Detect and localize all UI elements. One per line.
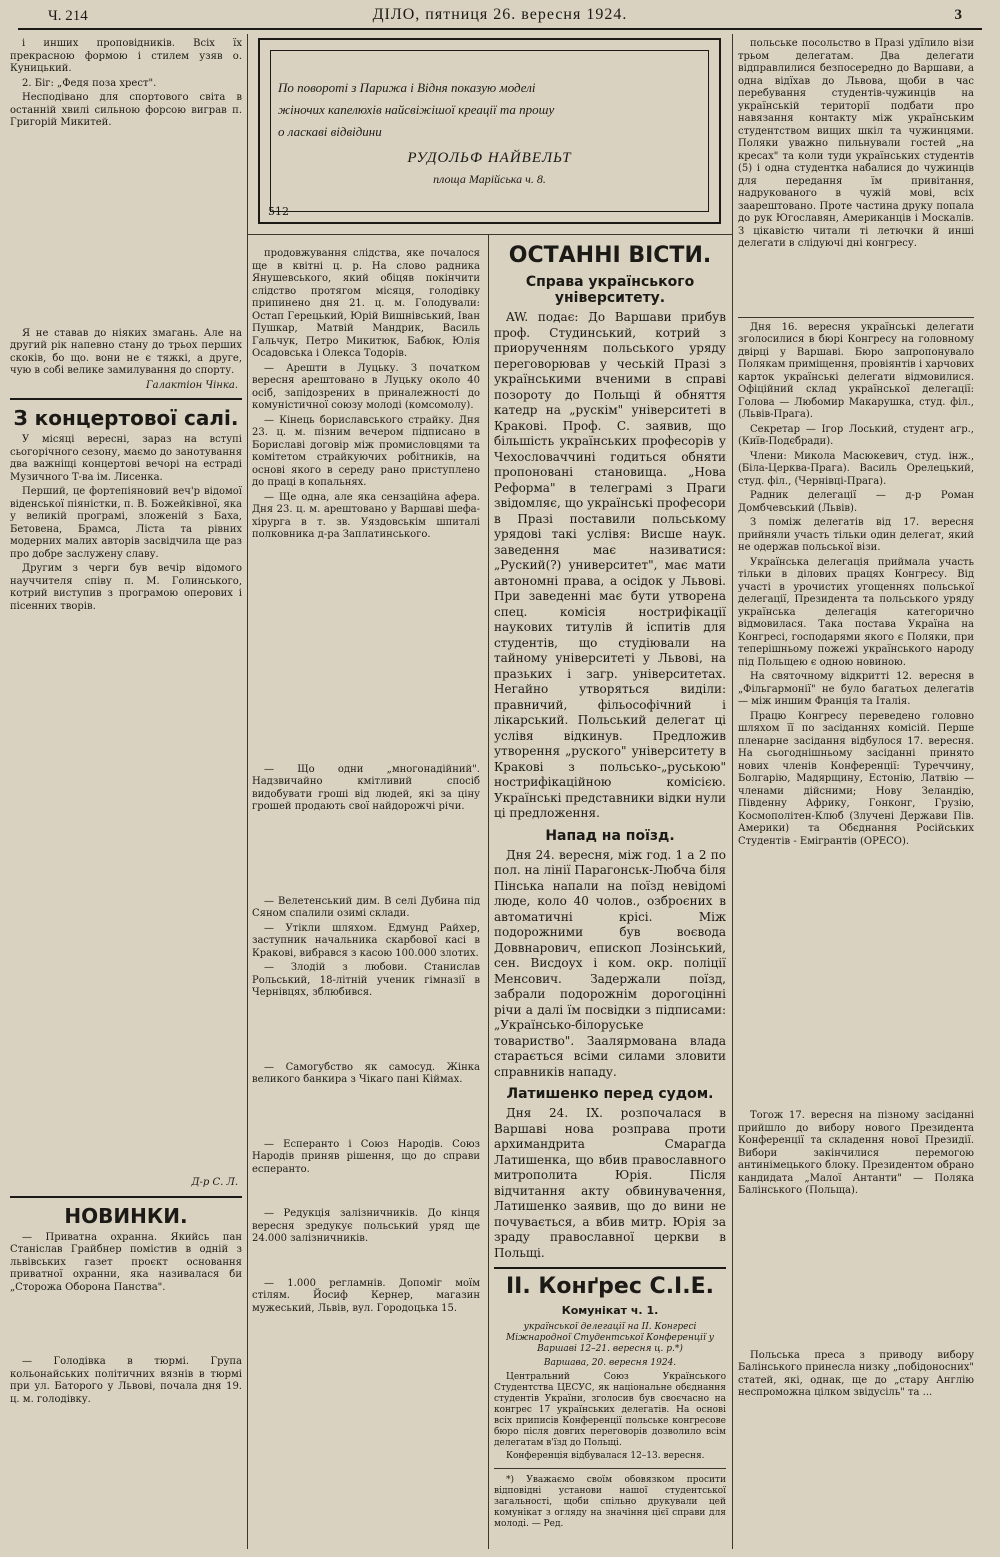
col2-p6: — Велетенський дим. В селі Дубина під Сяном спалили озимі склади.: [252, 895, 480, 919]
ad-name: РУДОЛЬФ НАЙВЕЛЬТ: [407, 150, 572, 166]
column-2: [252, 248, 480, 1548]
col2-p3: — Кінець бориславського страйку. Дня 23. ц. м. пізним вечером підписано в Бориславі договір між промисловцями та комітетом страйкуючих робітників, на основі якого в середу рано приступлено до праці в копальнях.: [252, 414, 480, 488]
concert-p2: Перший, це фортепіяновий веч'р відомої віденської піяністки, п. В. Божейківної, яка у великій програмі, зложеній з Баха, Бетовена, Брамса, Ліста та рівних модерних малих авторів засвідчила ще раз про добре заслужену славу.: [10, 486, 242, 560]
novynky-p2: — Голодівка в тюрмі. Група кольонайських політичних вязнів в тюрмі при ул. Баторого у Львові, почала дня 19. ц. м. голодівку.: [10, 1356, 242, 1405]
column-4: [738, 38, 974, 1548]
congress-heading: II. Конґрес С.І.Е.: [506, 1274, 714, 1299]
novynky-p1: — Приватна охранна. Якийсь пан Станіслав Грайбнер помістив в одній з львівських газет проєкт основання приватної охранни, яка називалася би „Сторожа Оборона Панства".: [10, 1231, 242, 1293]
ad-line-1: По повороті з Парижа і Відня показую моделі: [278, 80, 536, 95]
col2-p12: — 1.000 регламнів. Допоміг моїм стілям. Йосиф Кернер, магазин мужеський, Львів, вул. Городоцька 15.: [252, 1277, 480, 1314]
masthead-title: ДІЛО, пятниця 26. вересня 1924.: [372, 6, 628, 23]
latyshenko-subheading: Латишенко перед судом.: [506, 1086, 714, 1102]
col4-p10: Польська преса з приводу вибору Балінського принесла низку „побідоносних" статей, які, однак, ще до „стару Англію неспроможна цілком звідусіль" та ...: [738, 1349, 974, 1398]
col4-p3: Члени: Микола Масюкевич, студ. інж., (Біла-Церква-Прага). Василь Орелецький, студ. філ., (Чернівці-Прага).: [738, 450, 974, 487]
col2-p8: — Злодій з любови. Станислав Рольський, 18-літній ученик гімназії в Чернівцях, зблюбився.: [252, 962, 480, 998]
col1-top1: і инших проповідників. Всіх їх прекрасною формою і стилем узяв о. Куницький.: [10, 38, 242, 74]
spacer: [738, 850, 974, 1110]
col1-top3: Несподівано для спортового світа в останній хвилі сильною форсою виграв п. Григорій Микитей.: [10, 92, 242, 128]
col4-p4: Радник делегації — д-р Роман Домбчевський (Львів).: [738, 490, 974, 514]
column-divider: [247, 34, 248, 1549]
col4-p8: Працю Конгресу переведено головно шляхом її по засіданнях комісій. Перше пленарне засідання відбулося 17. вересня. На сьогоднішньому засіданні принято нових членів Конференції: Туреччину, Болгарію, Мадярщину, Естонію, Латвію — членами дійсними; Нову Зеландію, Південну Африку, Гонконг, Грузію, Космополітен-Клюб (Злучені Держави Пів. Америки) та Обєднання Російських Студентів - Емігрантів (ОРЕСО).: [738, 710, 974, 847]
spacer: [738, 253, 974, 313]
hat-ad-box: [258, 38, 721, 224]
spacer: [252, 1178, 480, 1208]
train-attack-text: Дня 24. вересня, між год. 1 а 2 по пол. на лінії Парагонськ-Любча біля Пінська напали на поїзд невідомі люде, коло 40 чолов., озброєних в автоматичні крісі. Між подорожними був воєвода Доввнарович, епископ Лозінський, сен. Висдоух і ком. окр. поліції Менсович. Задержали поїзд, забрали подорожнім дорогоцінні річи а далі їм посвідки з підписами: „Українсько-білоруське товариство". Заалярмована влада старається всіми силами зловити справників нападу.: [494, 847, 726, 1079]
concert-heading: З концертової салі.: [13, 406, 239, 430]
concert-signature: Д-р С. Л.: [191, 1177, 238, 1188]
footnote: *) Уважаємо своїм обовязком просити відповідні установи нашої студентської загальності, щоби спільно друкували цей комунікат з огляду на значіння цієї справи для молоді. — Ред.: [494, 1474, 726, 1529]
col4-p9: Тогож 17. вересня на пізному засіданні прийшло до вибору нового Президента Конференції та складення нової Президії. Вибори закінчилися перемогою антинімецького блоку. Президентом обрано кандидата „Малої Антанти" — Поляка Балінського (Польща).: [738, 1110, 974, 1196]
congress-p1: Центральний Союз Українського Студентства ЦЕСУС, як національне обєднання студентів України, зголосив був своєчасно на конгрес 17 українських делегатів. На основі всіх приписів Конференції польське конгресове бюро після довгих переговорів дозволило всім делегатам в'їзд до Польщі.: [494, 1371, 726, 1448]
train-attack-subheading: Напад на поїзд.: [545, 827, 675, 844]
spacer: [252, 1248, 480, 1278]
col2-p11: — Редукція залізничників. До кінця вересня зредукує польський уряд ще 24.000 залізничників.: [252, 1208, 480, 1244]
spacer: [10, 1296, 242, 1356]
page-label: Ч. 214: [48, 8, 88, 24]
col2-p9: — Самогубство як самосуд. Жінка великого банкира з Чікаго пані Кіймах.: [252, 1061, 480, 1085]
communique-date: Варшава, 20. вересня 1924.: [543, 1357, 677, 1368]
novynky-heading: НОВИНКИ.: [64, 1203, 188, 1228]
section-rule: [10, 1196, 242, 1198]
spacer: [10, 615, 242, 1175]
page-number: 3: [954, 7, 962, 23]
col2-p5: — Що одни „многонадійний". Надзвичайно кмітливий спосіб видобувати гроші від людей, які за ціну грошей продають свої найдорожчі річи.: [252, 763, 480, 812]
spacer: [10, 132, 242, 328]
col2-p1: продовжування слідства, яке почалося ще в квітні ц. р. На слово радника Янушевського, який обіцяв покінчити слідство протягом місяця, голодівку припинено дня 21. ц. м. Голодували: Остап Герецький, Юрій Вишнівський, Іван Пушкар, Матвій Мандрик, Василь Гальчук, Петро Микитюк, Бабюк, Юлія Осадовська і Олекса Тодорів.: [252, 248, 480, 359]
spacer: [252, 816, 480, 896]
col4-p7: На святочному відкритті 12. вересня в „Фільгармонії" не було багатьох делегатів — між иншим Франція та Італія.: [738, 671, 974, 707]
masthead-rule: [18, 28, 982, 30]
congress-p2: Конференція відбувалася 12–13. вересня.: [506, 1450, 705, 1461]
col4-top: польське посольство в Празі удїлило візи трьом делегатам. Два делегати відправлилися безпосередно до Варшави, а одна відїхав до Львова, щоби в час перебування студентів-чужинців на українській території подбати про навязання контакту між українським студентством вищих шкіл та чужинцями. Поляки уважно пильнували гостей „на кресах" та коли туди українських студентів (5) і одна студентка набалися до чужинців для передання їм привітання, надрукованого в чужій мові, всіх заарештовано. Проте частина друку попала до рук Югославян, Американців і Москалів. З цікавістю читали ті летючки й инші делегати в слідуючі дні конгресу.: [738, 38, 974, 249]
col2-p2: — Арешти в Луцьку. З початком вересня арештовано в Луцьку около 40 осіб, запідозрених в приналежності до комуністичної союзу молоді (комсомолу).: [252, 362, 480, 411]
ad-line-3: о ласкаві відвідини: [278, 124, 382, 139]
section-rule: [10, 398, 242, 400]
col1-top2: 2. Біг: „Федя поза хрест".: [22, 77, 157, 89]
col4-p5: З поміж делегатів від 17. вересня прийняли участь тільки один делегат, який не одержав польської візи.: [738, 517, 974, 553]
section-rule: [738, 317, 974, 318]
col2-p7: — Утікли шляхом. Едмунд Райхер, заступник начальника скарбової касі в Кракові, вибрався з касою 100.000 злотих.: [252, 922, 480, 959]
chinka-text: Я не ставав до ніяких змагань. Але на другий рік напевно стану до трьох перших скоків, бо що. вони не є тяжкі, а друге, чую в собі велике замилування до спорту.: [10, 327, 242, 376]
column-1: [10, 38, 242, 1548]
column-divider: [732, 234, 733, 1549]
col4-p2: Секретар — Ігор Лоський, студент агр., (Київ-Подєбради).: [738, 423, 974, 447]
spacer: [738, 1200, 974, 1350]
concert-p1: У місяці вересні, зараз на вступі сьогорічного сезону, маємо до занотування два важніщі концертові вечорі на естраді Музичного Т-ва ім. Лисенка.: [10, 434, 242, 483]
column-3: [494, 240, 726, 1548]
spacer: [252, 1089, 480, 1139]
column-divider: [488, 234, 489, 1549]
col4-p6: Українська делегація приймала участь тільки в ділових працях Конгресу. Від участі в урочистих угощеннях польської делегації, Президента та польського уряду українська делегація категорично відмовилася. Така постава Україна на Конгресі, господарями якого є Поляки, при теперішньому пожежі українського народу під Польщею є одною новиною.: [738, 556, 974, 668]
ad-code: 512: [268, 205, 289, 218]
communique-intro: української делегації на II. Конгресі Міжнародної Студентської Конференції у Варшаві 12–21. вересня ц. р.*): [505, 1321, 714, 1354]
spacer: [252, 544, 480, 764]
university-subheading: Справа українського університету.: [525, 274, 695, 306]
masthead: [18, 6, 982, 28]
ad-address: площа Марійська ч. 8.: [433, 172, 546, 186]
communique-label: Комунікат ч. 1.: [561, 1304, 659, 1317]
concert-p3: Другим з черги був вечір відомого науччителя співу п. М. Голинського, котрий виступив з програмою оперових і пісенних творів.: [10, 563, 242, 612]
latyshenko-text: Дня 24. IX. розпочалася в Варшаві нова розправа проти архимандрита Смарагда Латишенка, що вбив православного митрополита Юрія. Після відчитання акту обвинувачення, Латишенко заявив, що до вини не почувається, а вбив митр. Юрія за зраду православної церкви в Польщі.: [494, 1106, 726, 1260]
ad-bottom-rule: [248, 234, 732, 235]
footnote-rule: [494, 1468, 726, 1469]
col4-p1: Дня 16. вересня українські делегати зголосилися в бюрі Конгресу на головному двірці у Варшаві. Бюро запропонувало Полякам приміщення, провіянтів і харчових карток українські делегати відмовилися. Офіційний склад української делегації: Голова — Любомир Макарушка, студ. філ., (Львів-Прага).: [738, 321, 974, 420]
section-rule: [494, 1267, 726, 1269]
col2-p10: — Есперанто і Союз Народів. Союз Народів приняв рішення, що до справи есперанто.: [252, 1138, 480, 1175]
spacer: [252, 1002, 480, 1062]
ad-line-2: жіночих капелюхів найсвіжішої креації та прошу: [278, 102, 555, 117]
latest-news-heading: ОСТАННІ ВІСТИ.: [508, 243, 712, 268]
col2-p4: — Ще одна, але яка сензаційна афера. Дня 23. ц. м. арештовано у Варшаві шефа-хірурга в т. зв. Уяздовськім шпиталі полковника д-ра Заплатинського.: [252, 491, 480, 540]
university-text: AW. подає: До Варшави прибув проф. Студинський, котрий з приорученням польського уряду переговорював у чеській Празі з українськими вченими в справі позороту до Польщі й обняття катедр на „рускім" університеті в Кракові. Проф. С. заявив, що більшість українських професорів у Чехословаччині годиться обняти пропоновані становища. „Нова Реформа" в телеграмі з Праги звідомляє, що українські професори в Празі поставили польському урядові такі услівя: Висше наук. заведення має називатися: „Руский(?) университет", має мати автономні права, а осідок у Львові. При заведенні має бути утворена спец. комісія нострифікації наукових титулів й іспитів для студентів, що студіювали на тайному університеті у Львові, на празьких і загр. університетах. Негайно утворяться виділи: правничий, фільософічний і лікарський. Польський делегат ці услівя відкинув. Предложив утворення „руского" університету в Кракові з польсько-„руською" нострифікаційною комісією. Українські представники відки нули ці предложення.: [494, 310, 726, 820]
chinka-signature: Галактіон Чінка.: [146, 379, 238, 391]
